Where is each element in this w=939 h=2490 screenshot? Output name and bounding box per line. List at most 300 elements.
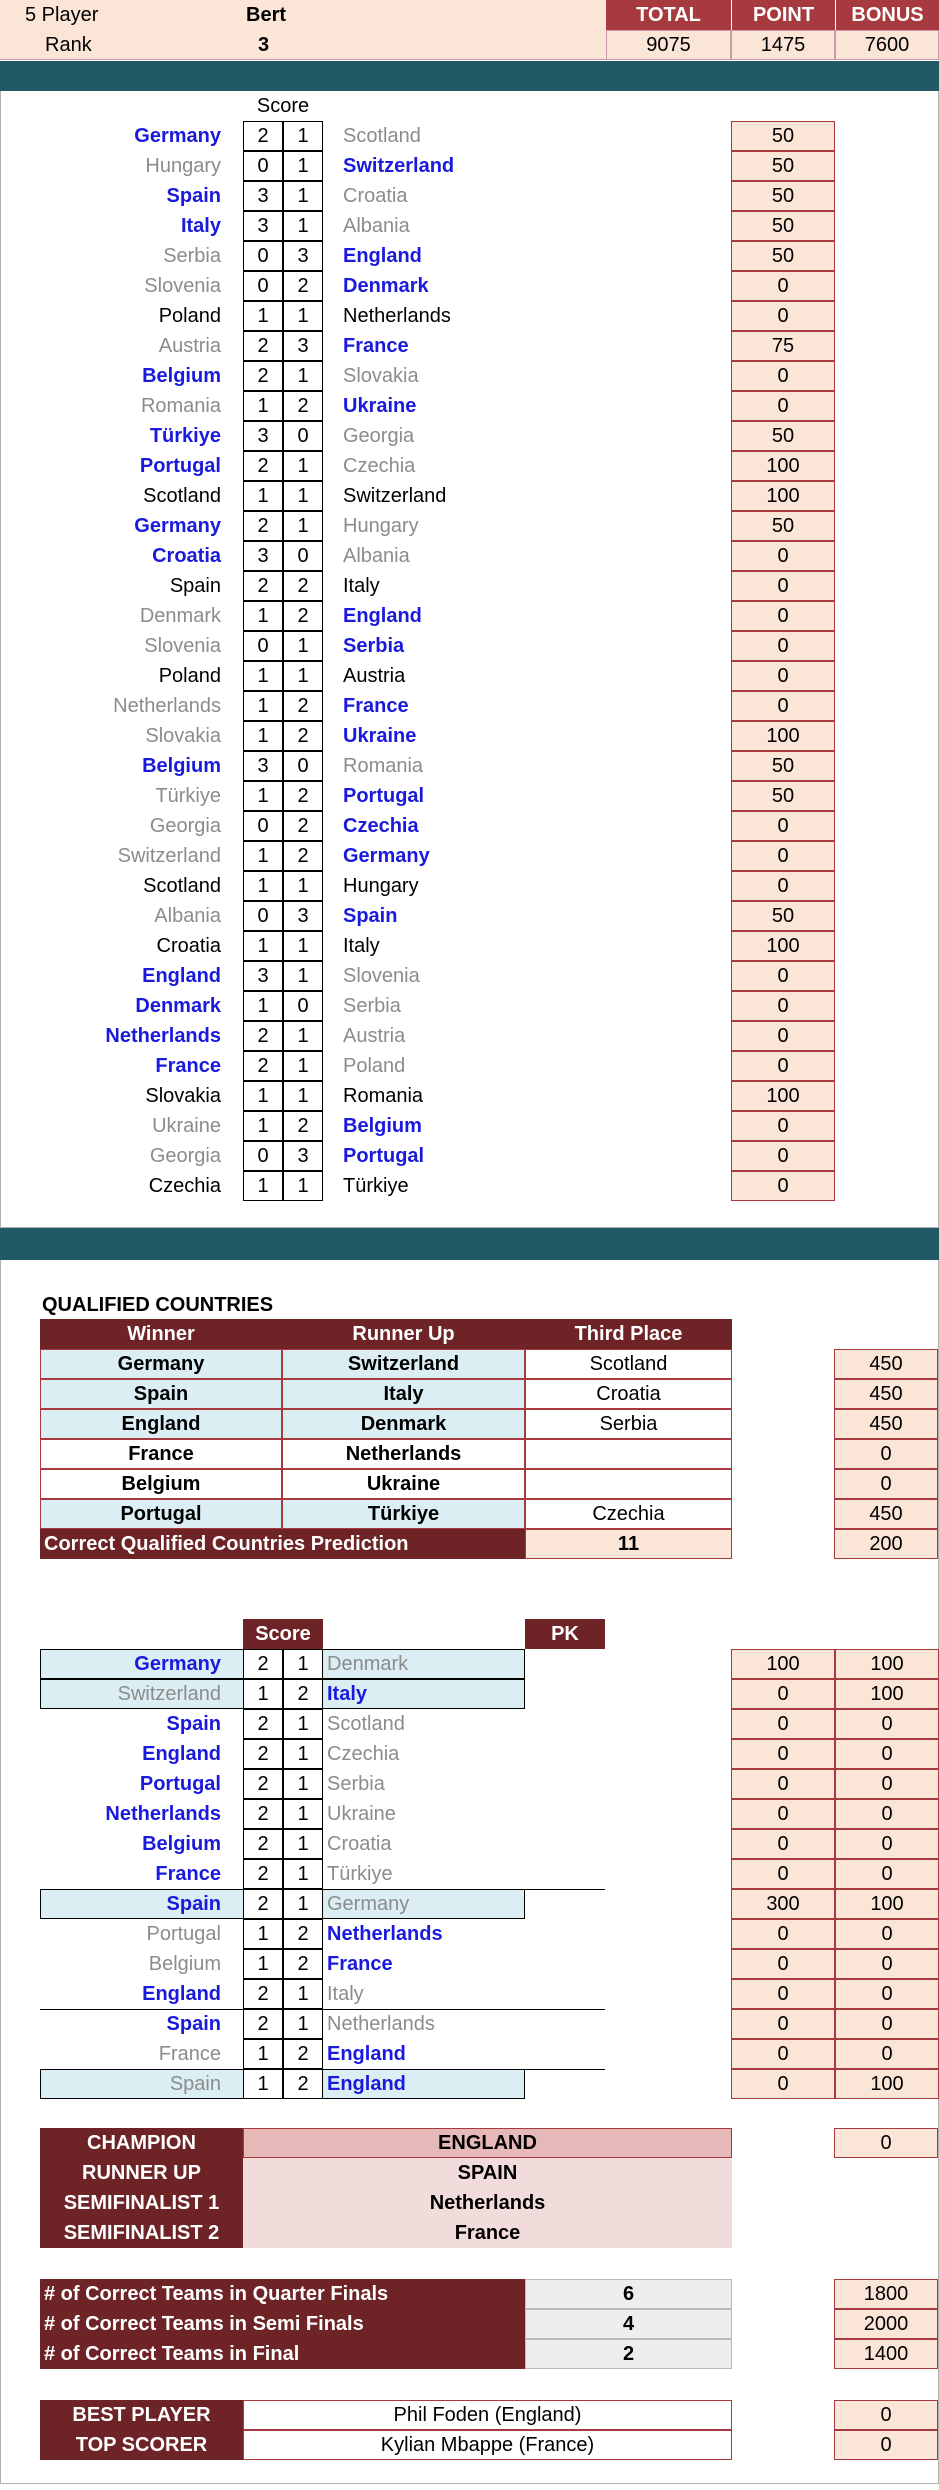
home-score: 1: [243, 661, 283, 691]
ko-away-score: 1: [283, 1829, 323, 1859]
away-score: 0: [283, 751, 323, 781]
away-score: 1: [283, 151, 323, 181]
home-score: 1: [243, 1171, 283, 1201]
ko-away-team: England: [327, 2042, 406, 2065]
match-points: 50: [731, 211, 835, 241]
qf-correct-label: # of Correct Teams in Quarter Finals: [40, 2279, 525, 2309]
match-points: 0: [731, 691, 835, 721]
ko-away-score: 1: [283, 1739, 323, 1769]
home-team: Belgium: [142, 364, 221, 387]
ko-home-score: 2: [243, 1649, 283, 1679]
home-team: Slovakia: [145, 1084, 221, 1107]
ko-bonus: 0: [835, 1769, 939, 1799]
qualified-third: Serbia: [525, 1409, 732, 1439]
home-score: 2: [243, 511, 283, 541]
home-score: 0: [243, 241, 283, 271]
total-label: TOTAL: [606, 0, 731, 30]
home-score: 3: [243, 181, 283, 211]
away-score: 1: [283, 1081, 323, 1111]
home-score: 3: [243, 751, 283, 781]
ko-bonus: 0: [835, 1859, 939, 1889]
home-score: 0: [243, 151, 283, 181]
final-correct-points: 1400: [834, 2339, 938, 2369]
away-score: 2: [283, 601, 323, 631]
ko-points: 300: [731, 1889, 835, 1919]
champion-label: CHAMPION: [40, 2128, 243, 2158]
qf-correct-value: 6: [525, 2279, 732, 2309]
ko-away-team: Serbia: [327, 1772, 385, 1795]
home-team: Hungary: [145, 154, 221, 177]
top-scorer-points: 0: [834, 2430, 938, 2460]
third-header: Third Place: [525, 1319, 732, 1349]
pk-label: PK: [525, 1619, 605, 1649]
bonus-value: 7600: [835, 30, 939, 60]
home-team: Georgia: [149, 1144, 221, 1167]
ko-away-score: 1: [283, 1889, 323, 1919]
qualified-runner-up: Denmark: [282, 1409, 525, 1439]
ko-home-score: 1: [243, 1919, 283, 1949]
match-points: 100: [731, 931, 835, 961]
away-team: Slovakia: [343, 364, 419, 387]
home-score: 2: [243, 361, 283, 391]
ko-points: 0: [731, 1709, 835, 1739]
home-team: Portugal: [139, 454, 221, 477]
ko-home-score: 2: [243, 1829, 283, 1859]
round-separator: [40, 1889, 605, 1890]
home-score: 3: [243, 421, 283, 451]
qualified-points: 0: [834, 1469, 938, 1499]
qualified-points: 450: [834, 1409, 938, 1439]
semifinalist-2-value: France: [243, 2218, 732, 2248]
match-points: 100: [731, 451, 835, 481]
ko-home-score: 1: [243, 2069, 283, 2099]
home-team: Croatia: [152, 544, 221, 567]
home-team: Belgium: [142, 754, 221, 777]
match-points: 75: [731, 331, 835, 361]
home-score: 1: [243, 841, 283, 871]
home-team: Netherlands: [113, 694, 221, 717]
away-score: 2: [283, 841, 323, 871]
match-points: 0: [731, 661, 835, 691]
ko-away-score: 1: [283, 1979, 323, 2009]
champion-value: ENGLAND: [243, 2128, 732, 2158]
away-score: 1: [283, 361, 323, 391]
home-team: Poland: [158, 664, 221, 687]
ko-bonus: 0: [835, 1949, 939, 1979]
ko-home-score: 2: [243, 2009, 283, 2039]
qualified-winner: England: [40, 1409, 282, 1439]
away-team: Slovenia: [343, 964, 420, 987]
home-team: Slovakia: [145, 724, 221, 747]
ko-bonus: 0: [835, 1919, 939, 1949]
match-points: 0: [731, 961, 835, 991]
qualified-points: 450: [834, 1349, 938, 1379]
match-points: 50: [731, 241, 835, 271]
away-score: 2: [283, 811, 323, 841]
point-value: 1475: [731, 30, 835, 60]
ko-away-team: Denmark: [327, 1652, 409, 1675]
away-team: Romania: [343, 754, 424, 777]
qualified-runner-up: Türkiye: [282, 1499, 525, 1529]
away-team: Serbia: [343, 634, 405, 657]
bonus-label: BONUS: [835, 0, 939, 30]
away-score: 2: [283, 1111, 323, 1141]
home-score: 0: [243, 631, 283, 661]
home-score: 0: [243, 811, 283, 841]
away-team: Italy: [343, 934, 380, 957]
ko-home-team: France: [155, 1862, 221, 1885]
home-score: 1: [243, 1111, 283, 1141]
away-team: Türkiye: [343, 1174, 409, 1197]
ko-bonus: 100: [835, 1679, 939, 1709]
qualified-runner-up: Ukraine: [282, 1469, 525, 1499]
ko-home-team: Germany: [134, 1652, 221, 1675]
away-score: 1: [283, 301, 323, 331]
away-score: 2: [283, 271, 323, 301]
home-score: 1: [243, 721, 283, 751]
away-score: 2: [283, 691, 323, 721]
ko-away-team: Ukraine: [327, 1802, 396, 1825]
away-score: 1: [283, 511, 323, 541]
away-team: Czechia: [343, 814, 419, 837]
match-points: 0: [731, 301, 835, 331]
away-score: 1: [283, 121, 323, 151]
ko-home-team: England: [142, 1982, 221, 2005]
player-label: 5 Player: [25, 3, 99, 26]
home-score: 1: [243, 481, 283, 511]
away-team: France: [343, 334, 409, 357]
home-team: Italy: [180, 214, 221, 237]
ko-bonus: 0: [835, 2009, 939, 2039]
match-points: 0: [731, 271, 835, 301]
ko-away-team: Italy: [327, 1682, 368, 1705]
point-label: POINT: [731, 0, 835, 30]
home-team: Germany: [134, 124, 221, 147]
home-team: Serbia: [163, 244, 221, 267]
ko-bonus: 100: [835, 1649, 939, 1679]
top-scorer-label: TOP SCORER: [40, 2430, 243, 2460]
away-team: Scotland: [343, 124, 421, 147]
home-team: Türkiye: [155, 784, 221, 807]
away-score: 3: [283, 1141, 323, 1171]
ko-bonus: 0: [835, 1979, 939, 2009]
home-team: Poland: [158, 304, 221, 327]
away-score: 1: [283, 1171, 323, 1201]
ko-away-team: Croatia: [327, 1832, 392, 1855]
qualified-runner-up: Italy: [282, 1379, 525, 1409]
home-team: Denmark: [139, 604, 221, 627]
home-team: Ukraine: [152, 1114, 221, 1137]
ko-away-score: 2: [283, 2039, 323, 2069]
home-score: 2: [243, 451, 283, 481]
ko-away-score: 1: [283, 1859, 323, 1889]
away-team: Albania: [343, 544, 410, 567]
ko-home-score: 1: [243, 2039, 283, 2069]
match-points: 0: [731, 631, 835, 661]
home-score: 2: [243, 1021, 283, 1051]
ko-points: 0: [731, 1739, 835, 1769]
away-score: 2: [283, 781, 323, 811]
ko-home-team: Spain: [166, 1892, 221, 1915]
match-points: 0: [731, 391, 835, 421]
home-team: Albania: [154, 904, 221, 927]
ko-away-score: 2: [283, 1919, 323, 1949]
away-team: Netherlands: [343, 304, 451, 327]
sf-correct-label: # of Correct Teams in Semi Finals: [40, 2309, 525, 2339]
ko-home-team: Spain: [166, 2012, 221, 2035]
match-points: 100: [731, 721, 835, 751]
home-team: Czechia: [148, 1174, 221, 1197]
home-score: 1: [243, 601, 283, 631]
home-team: Scotland: [143, 874, 221, 897]
ko-home-score: 2: [243, 1889, 283, 1919]
match-points: 0: [731, 1021, 835, 1051]
ko-bonus: 0: [835, 2039, 939, 2069]
home-score: 1: [243, 391, 283, 421]
match-points: 50: [731, 121, 835, 151]
ko-home-team: Portugal: [139, 1772, 221, 1795]
qualified-winner: Portugal: [40, 1499, 282, 1529]
champion-points: 0: [834, 2128, 938, 2158]
ko-bonus: 0: [835, 1739, 939, 1769]
ko-home-team: Spain: [169, 2072, 221, 2095]
away-team: Switzerland: [343, 154, 455, 177]
ko-away-team: Germany: [327, 1892, 410, 1915]
away-team: Belgium: [343, 1114, 422, 1137]
runner-header: Runner Up: [282, 1319, 525, 1349]
away-team: Austria: [343, 664, 406, 687]
ko-away-team: England: [327, 2072, 406, 2095]
match-points: 0: [731, 361, 835, 391]
away-team: Denmark: [343, 274, 429, 297]
semifinalist-1-label: SEMIFINALIST 1: [40, 2188, 243, 2218]
away-team: Portugal: [343, 1144, 425, 1167]
match-points: 0: [731, 1141, 835, 1171]
ko-points: 0: [731, 2039, 835, 2069]
home-score: 1: [243, 781, 283, 811]
home-score: 1: [243, 691, 283, 721]
runner-up-label: RUNNER UP: [40, 2158, 243, 2188]
teal-divider-mid: [0, 1228, 939, 1260]
winner-header: Winner: [40, 1319, 282, 1349]
ko-bonus: 100: [835, 1889, 939, 1919]
qualified-third: Croatia: [525, 1379, 732, 1409]
ko-bonus: 0: [835, 1829, 939, 1859]
ko-home-team: Belgium: [142, 1832, 221, 1855]
home-score: 3: [243, 211, 283, 241]
home-team: Türkiye: [149, 424, 221, 447]
home-score: 0: [243, 1141, 283, 1171]
sf-correct-value: 4: [525, 2309, 732, 2339]
away-score: 1: [283, 1051, 323, 1081]
final-correct-label: # of Correct Teams in Final: [40, 2339, 525, 2369]
semifinalist-2-label: SEMIFINALIST 2: [40, 2218, 243, 2248]
ko-home-score: 2: [243, 1859, 283, 1889]
ko-home-score: 2: [243, 1799, 283, 1829]
home-score: 0: [243, 901, 283, 931]
ko-points: 100: [731, 1649, 835, 1679]
ko-home-team: France: [158, 2042, 221, 2065]
away-score: 1: [283, 871, 323, 901]
home-team: France: [155, 1054, 221, 1077]
match-points: 0: [731, 871, 835, 901]
match-points: 0: [731, 571, 835, 601]
ko-home-team: Netherlands: [105, 1802, 221, 1825]
away-team: Czechia: [343, 454, 416, 477]
away-team: Hungary: [343, 514, 419, 537]
away-score: 2: [283, 721, 323, 751]
ko-away-score: 2: [283, 2069, 323, 2099]
qualified-winner: Germany: [40, 1349, 282, 1379]
home-team: Spain: [169, 574, 221, 597]
away-team: Austria: [343, 1024, 406, 1047]
ko-points: 0: [731, 1859, 835, 1889]
ko-home-team: Portugal: [146, 1922, 221, 1945]
home-team: England: [142, 964, 221, 987]
away-team: Ukraine: [343, 724, 417, 747]
home-score: 3: [243, 541, 283, 571]
away-score: 2: [283, 571, 323, 601]
home-score: 2: [243, 331, 283, 361]
ko-points: 0: [731, 1799, 835, 1829]
ko-away-team: Türkiye: [327, 1862, 393, 1885]
away-team: Romania: [343, 1084, 424, 1107]
rank-value: 3: [258, 33, 270, 56]
rank-label: Rank: [45, 33, 92, 56]
qualified-points: 450: [834, 1379, 938, 1409]
ko-bonus: 100: [835, 2069, 939, 2099]
ko-points: 0: [731, 2009, 835, 2039]
correct-qualified-points: 200: [834, 1529, 938, 1559]
ko-home-score: 2: [243, 1709, 283, 1739]
match-points: 50: [731, 421, 835, 451]
home-score: 2: [243, 571, 283, 601]
qf-correct-points: 1800: [834, 2279, 938, 2309]
away-score: 0: [283, 991, 323, 1021]
home-score: 1: [243, 871, 283, 901]
qualified-third: Czechia: [525, 1499, 732, 1529]
home-team: Slovenia: [144, 274, 221, 297]
home-score: 1: [243, 1081, 283, 1111]
correct-qualified-value: 11: [525, 1529, 732, 1559]
match-points: 0: [731, 601, 835, 631]
home-team: Scotland: [143, 484, 221, 507]
home-score: 1: [243, 931, 283, 961]
away-team: Portugal: [343, 784, 425, 807]
home-score: 2: [243, 121, 283, 151]
ko-home-score: 2: [243, 1739, 283, 1769]
match-points: 0: [731, 1051, 835, 1081]
ko-away-team: Netherlands: [327, 1922, 443, 1945]
ko-points: 0: [731, 1769, 835, 1799]
best-player-value: Phil Foden (England): [243, 2400, 732, 2430]
qualified-third: [525, 1439, 732, 1469]
ko-away-score: 2: [283, 1679, 323, 1709]
ko-away-team: Scotland: [327, 1712, 405, 1735]
ko-away-score: 1: [283, 1769, 323, 1799]
away-team: Italy: [343, 574, 380, 597]
ko-bonus: 0: [835, 1709, 939, 1739]
away-team: England: [343, 244, 422, 267]
ko-points: 0: [731, 1829, 835, 1859]
away-score: 1: [283, 931, 323, 961]
ko-away-team: Czechia: [327, 1742, 400, 1765]
match-points: 50: [731, 901, 835, 931]
away-score: 3: [283, 331, 323, 361]
away-score: 1: [283, 451, 323, 481]
away-team: Croatia: [343, 184, 408, 207]
best-player-points: 0: [834, 2400, 938, 2430]
away-score: 3: [283, 241, 323, 271]
match-points: 100: [731, 481, 835, 511]
ko-home-team: Spain: [166, 1712, 221, 1735]
away-team: Poland: [343, 1054, 406, 1077]
qualified-points: 450: [834, 1499, 938, 1529]
qualified-third: Scotland: [525, 1349, 732, 1379]
away-team: Serbia: [343, 994, 401, 1017]
match-points: 50: [731, 511, 835, 541]
match-points: 0: [731, 991, 835, 1021]
knockout-score-label: Score: [243, 1619, 323, 1649]
match-points: 0: [731, 541, 835, 571]
away-team: France: [343, 694, 409, 717]
away-score: 1: [283, 181, 323, 211]
total-value: 9075: [606, 30, 731, 60]
ko-bonus: 0: [835, 1799, 939, 1829]
group-score-label: Score: [256, 94, 310, 117]
home-team: Germany: [134, 514, 221, 537]
qualified-runner-up: Switzerland: [282, 1349, 525, 1379]
ko-away-team: Netherlands: [327, 2012, 435, 2035]
best-player-label: BEST PLAYER: [40, 2400, 243, 2430]
ko-points: 0: [731, 1679, 835, 1709]
match-points: 50: [731, 781, 835, 811]
away-team: Hungary: [343, 874, 419, 897]
qualified-third: [525, 1469, 732, 1499]
qualified-winner: Spain: [40, 1379, 282, 1409]
ko-home-team: England: [142, 1742, 221, 1765]
away-score: 2: [283, 391, 323, 421]
home-team: Georgia: [149, 814, 221, 837]
away-team: Germany: [343, 844, 430, 867]
ko-away-team: Italy: [327, 1982, 364, 2005]
home-score: 0: [243, 271, 283, 301]
away-score: 1: [283, 1021, 323, 1051]
home-score: 2: [243, 1051, 283, 1081]
away-team: Switzerland: [343, 484, 447, 507]
home-team: Switzerland: [117, 844, 221, 867]
home-team: Denmark: [135, 994, 221, 1017]
match-points: 0: [731, 1171, 835, 1201]
qualified-runner-up: Netherlands: [282, 1439, 525, 1469]
home-team: Romania: [140, 394, 221, 417]
match-points: 0: [731, 841, 835, 871]
ko-home-score: 2: [243, 1979, 283, 2009]
player-name: Bert: [246, 3, 287, 26]
home-team: Austria: [158, 334, 221, 357]
ko-home-score: 2: [243, 1769, 283, 1799]
ko-points: 0: [731, 1949, 835, 1979]
ko-home-score: 1: [243, 1679, 283, 1709]
away-score: 1: [283, 661, 323, 691]
ko-away-team: France: [327, 1952, 393, 1975]
ko-home-team: Switzerland: [117, 1682, 221, 1705]
qualified-winner: France: [40, 1439, 282, 1469]
top-scorer-value: Kylian Mbappe (France): [243, 2430, 732, 2460]
away-score: 3: [283, 901, 323, 931]
match-points: 100: [731, 1081, 835, 1111]
away-score: 1: [283, 961, 323, 991]
